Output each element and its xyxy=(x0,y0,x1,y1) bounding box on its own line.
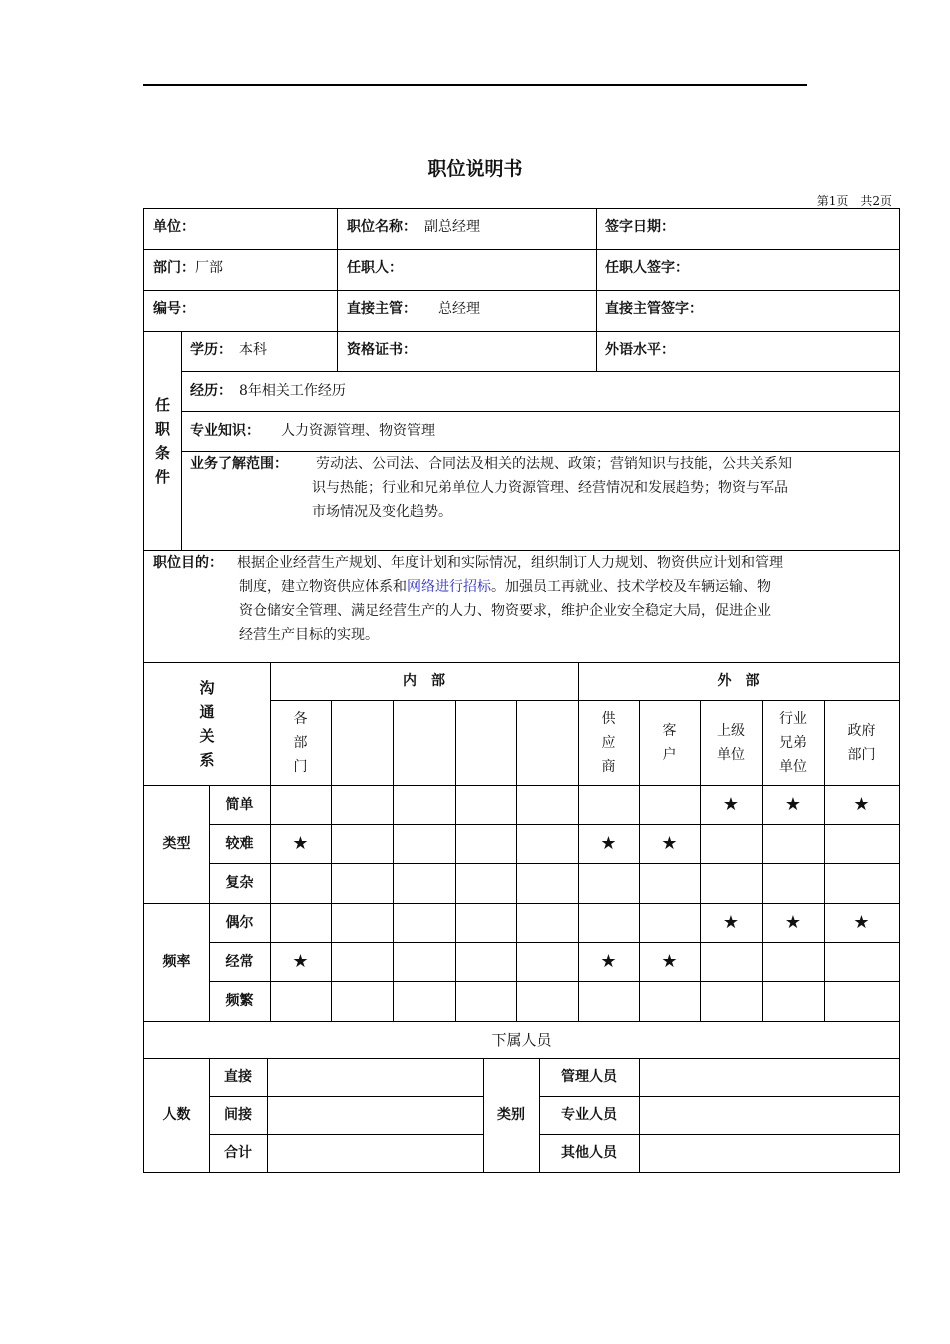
border-line xyxy=(700,700,701,1022)
language-label: 外语水平： xyxy=(605,342,675,358)
row-label: 复杂 xyxy=(225,875,254,891)
border-line xyxy=(270,700,900,701)
subordinates-title: 下属人员 xyxy=(491,1030,552,1049)
star-mark xyxy=(270,903,331,942)
education-label: 学历： xyxy=(190,342,225,358)
tender-link[interactable]: 网络进行招标 xyxy=(407,579,491,595)
star-mark xyxy=(331,824,393,863)
border-line xyxy=(578,662,579,1022)
star-mark xyxy=(824,942,899,981)
border-line xyxy=(143,550,900,551)
side-char: 沟 xyxy=(199,678,215,697)
row-label: 简单 xyxy=(225,796,254,813)
column-header xyxy=(516,700,578,785)
education-value: 本科 xyxy=(239,342,267,358)
star-mark xyxy=(700,981,762,1021)
side-char: 条 xyxy=(154,443,170,462)
star-mark xyxy=(516,785,578,824)
star-mark: ★ xyxy=(600,832,617,854)
scope-line: 市场情况及变化趋势。 xyxy=(312,504,452,520)
row-label: 偶尔 xyxy=(225,914,254,931)
star-mark xyxy=(393,903,455,942)
direct-label: 直接 xyxy=(224,1069,252,1085)
page-title: 职位说明书 xyxy=(427,158,523,180)
star-mark xyxy=(639,981,700,1021)
star-mark xyxy=(270,981,331,1021)
internal-header: 内 部 xyxy=(403,673,445,689)
header-rule xyxy=(143,84,807,86)
purpose-text-part: 。加强员工再就业、技术学校及车辆运输、物 xyxy=(491,579,771,595)
incumbent-sign-label: 任职人签字： xyxy=(605,260,689,276)
border-line xyxy=(209,942,900,943)
purpose-text-part: 制度，建立物资供应体系和 xyxy=(239,579,407,595)
purpose-line: 资仓储安全管理、满足经营生产的人力、物资要求，维护企业安全稳定大局，促进企业 xyxy=(239,603,771,619)
border-line xyxy=(483,1058,484,1173)
star-mark xyxy=(331,903,393,942)
star-mark: ★ xyxy=(292,832,309,854)
purpose-text xyxy=(237,551,892,647)
sign-date-label: 签字日期： xyxy=(605,219,675,235)
star-mark xyxy=(516,942,578,981)
side-char: 通 xyxy=(199,702,215,721)
border-line xyxy=(181,411,900,412)
border-line xyxy=(209,1096,484,1097)
star-mark xyxy=(824,863,899,903)
border-line xyxy=(596,208,597,372)
column-header: 客 户 xyxy=(662,722,677,763)
column-header xyxy=(393,700,455,785)
star-mark: ★ xyxy=(784,911,802,933)
star-mark xyxy=(455,942,516,981)
border-line xyxy=(393,700,394,1022)
qualifications-side-label xyxy=(144,331,181,550)
column-header: 行业 兄弟 单位 xyxy=(779,710,807,775)
dept-value: 厂部 xyxy=(195,260,223,276)
border-line xyxy=(899,208,900,1173)
border-line xyxy=(516,700,517,1022)
border-line xyxy=(267,1058,268,1173)
star-mark xyxy=(700,942,762,981)
column-header: 上级 单位 xyxy=(717,722,745,763)
border-line xyxy=(209,824,900,825)
certificate-label: 资格证书： xyxy=(347,342,417,358)
border-line xyxy=(181,331,182,551)
star-mark: ★ xyxy=(853,911,870,933)
supervisor-field xyxy=(347,299,480,319)
border-line xyxy=(337,208,338,372)
position-label: 职位名称： xyxy=(347,219,410,235)
star-mark xyxy=(455,863,516,903)
star-mark xyxy=(393,981,455,1021)
page-number xyxy=(805,192,892,209)
side-char: 系 xyxy=(199,750,215,769)
position-field xyxy=(347,217,480,237)
experience-value: 8年相关工作经历 xyxy=(239,383,346,399)
column-header: 供 应 商 xyxy=(601,710,616,775)
border-line xyxy=(639,1058,640,1173)
side-char: 件 xyxy=(154,467,170,486)
star-mark xyxy=(393,942,455,981)
border-line xyxy=(824,700,825,1022)
border-line xyxy=(143,290,900,291)
unit-label: 单位： xyxy=(153,219,195,235)
star-mark xyxy=(578,863,639,903)
position-value: 副总经理 xyxy=(424,219,480,235)
page-current: 第1页 xyxy=(816,194,849,208)
star-mark xyxy=(393,863,455,903)
star-mark xyxy=(270,863,331,903)
border-line xyxy=(143,662,900,663)
border-line xyxy=(143,331,900,332)
count-label: 人数 xyxy=(162,1107,191,1123)
scope-label: 业务了解范围： xyxy=(190,456,288,472)
knowledge-value: 人力资源管理、物资管理 xyxy=(281,423,435,439)
star-mark: ★ xyxy=(600,950,617,972)
supervisor-value: 总经理 xyxy=(438,301,480,317)
border-line xyxy=(539,1096,900,1097)
row-label: 频繁 xyxy=(225,993,254,1009)
knowledge-label: 专业知识： xyxy=(190,423,253,439)
border-line xyxy=(143,208,900,209)
border-line xyxy=(762,700,763,1022)
category-label: 类别 xyxy=(497,1107,525,1123)
border-line xyxy=(181,451,900,452)
communication-side-label xyxy=(144,662,270,785)
star-mark: ★ xyxy=(853,793,870,815)
star-mark: ★ xyxy=(661,832,678,854)
star-mark xyxy=(578,903,639,942)
purpose-line: 经营生产目标的实现。 xyxy=(239,627,379,643)
star-mark xyxy=(824,824,899,863)
dept-label: 部门： xyxy=(153,260,195,276)
border-line xyxy=(209,863,900,864)
star-mark xyxy=(762,863,824,903)
border-line xyxy=(455,700,456,1022)
total-label: 合计 xyxy=(224,1145,252,1161)
column-header xyxy=(455,700,516,785)
star-mark xyxy=(516,903,578,942)
star-mark xyxy=(639,785,700,824)
type-label: 类型 xyxy=(162,836,191,852)
purpose-line: 根据企业经营生产规划、年度计划和实际情况，组织制订人力规划、物资供应计划和管理 xyxy=(237,555,783,571)
star-mark xyxy=(270,785,331,824)
external-header: 外 部 xyxy=(717,673,760,689)
border-line xyxy=(539,1058,540,1173)
scope-line: 劳动法、公司法、合同法及相关的法规、政策；营销知识与技能，公共关系知 xyxy=(316,456,792,472)
purpose-label: 职位目的： xyxy=(153,555,223,571)
star-mark xyxy=(762,942,824,981)
star-mark xyxy=(639,903,700,942)
star-mark xyxy=(393,824,455,863)
border-line xyxy=(209,1134,484,1135)
star-mark xyxy=(700,863,762,903)
border-line xyxy=(143,1058,900,1059)
border-line xyxy=(639,700,640,1022)
star-mark xyxy=(455,785,516,824)
border-line xyxy=(331,700,332,1022)
star-mark xyxy=(762,981,824,1021)
border-line xyxy=(143,903,900,904)
professional-label: 专业人员 xyxy=(561,1107,617,1123)
star-mark xyxy=(516,824,578,863)
knowledge-field xyxy=(190,421,435,441)
side-char: 职 xyxy=(154,419,170,438)
star-mark xyxy=(516,863,578,903)
education-field xyxy=(190,340,267,360)
freq-label: 频率 xyxy=(162,954,191,970)
star-mark: ★ xyxy=(722,911,740,933)
star-mark: ★ xyxy=(722,793,740,815)
page-total: 共2页 xyxy=(860,194,892,208)
code-label: 编号： xyxy=(153,301,195,317)
star-mark xyxy=(393,785,455,824)
star-mark xyxy=(762,824,824,863)
star-mark xyxy=(824,981,899,1021)
border-line xyxy=(539,1134,900,1135)
experience-label: 经历： xyxy=(190,383,225,399)
star-mark xyxy=(639,863,700,903)
star-mark: ★ xyxy=(784,793,802,815)
star-mark: ★ xyxy=(661,950,678,972)
star-mark xyxy=(331,785,393,824)
border-line xyxy=(209,981,900,982)
star-mark xyxy=(516,981,578,1021)
star-mark xyxy=(578,981,639,1021)
border-line xyxy=(209,1058,210,1173)
manager-label: 管理人员 xyxy=(561,1069,617,1085)
border-line xyxy=(270,662,271,1022)
dept-field xyxy=(153,258,223,278)
star-mark xyxy=(455,903,516,942)
supervisor-label: 直接主管： xyxy=(347,301,410,317)
star-mark xyxy=(331,981,393,1021)
border-line xyxy=(143,1172,900,1173)
star-mark xyxy=(455,824,516,863)
star-mark xyxy=(331,942,393,981)
column-header: 政府 部门 xyxy=(847,722,876,763)
border-line xyxy=(181,371,900,372)
experience-field xyxy=(190,381,346,401)
side-char: 关 xyxy=(199,726,215,745)
star-mark xyxy=(455,981,516,1021)
row-label: 经常 xyxy=(225,953,254,970)
star-mark xyxy=(331,863,393,903)
incumbent-label: 任职人： xyxy=(347,260,403,276)
scope-line: 识与热能；行业和兄弟单位人力资源管理、经营情况和发展趋势；物资与军品 xyxy=(312,480,788,496)
border-line xyxy=(143,249,900,250)
other-label: 其他人员 xyxy=(561,1145,617,1161)
supervisor-sign-label: 直接主管签字： xyxy=(605,301,703,317)
border-line xyxy=(143,1021,900,1022)
indirect-label: 间接 xyxy=(224,1107,252,1123)
scope-text xyxy=(312,452,892,524)
star-mark xyxy=(578,785,639,824)
purpose-line-2 xyxy=(237,575,892,599)
star-mark: ★ xyxy=(292,950,309,972)
row-label: 较难 xyxy=(225,835,254,852)
side-char: 任 xyxy=(154,395,170,414)
border-line xyxy=(143,785,900,786)
border-line xyxy=(143,208,144,1173)
star-mark xyxy=(700,824,762,863)
column-header: 各 部 门 xyxy=(293,710,308,775)
column-header xyxy=(331,700,393,785)
